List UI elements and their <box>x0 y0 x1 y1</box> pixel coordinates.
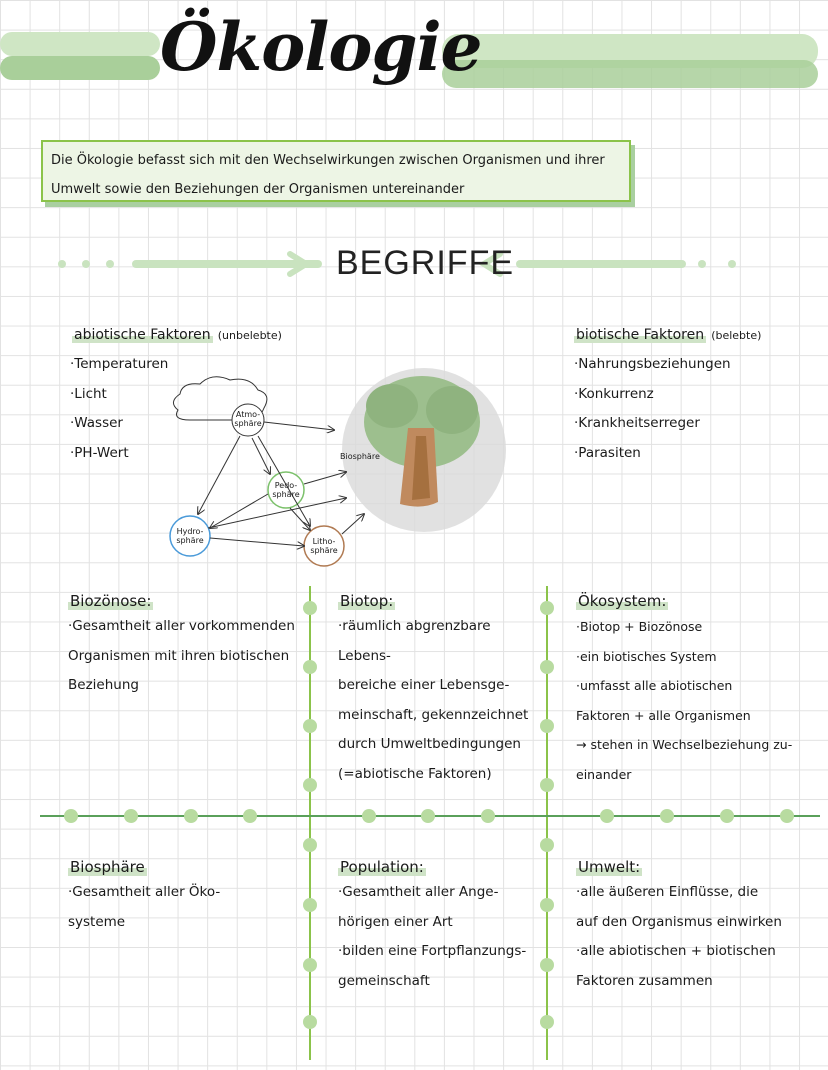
grid-dot <box>481 809 495 823</box>
divider-dot <box>58 260 66 268</box>
biotic-list <box>574 350 731 468</box>
abiotic-title <box>72 324 282 343</box>
header-bar-left-bottom <box>0 56 160 80</box>
grid-dot <box>780 809 794 823</box>
divider-line-right <box>516 260 686 268</box>
section-line: bereiche einer Lebensge- <box>338 677 510 694</box>
section-title: Ökosystem: <box>578 592 667 610</box>
biotic-title-text: biotische Faktoren <box>576 327 705 343</box>
grid-dot <box>421 809 435 823</box>
intro-line-1: Die Ökologie befasst sich mit den Wechselwirkungen zwischen Organismen und ihrer <box>51 153 605 168</box>
divider-line-left <box>132 260 322 268</box>
section-title: Population: <box>340 858 424 876</box>
section-line: auf den Organismus einwirken <box>576 913 782 930</box>
section-umwelt <box>576 858 822 996</box>
biosphaere-label: Biosphäre <box>340 452 380 461</box>
divider-vertical-2 <box>546 586 548 1060</box>
arrow <box>290 508 310 530</box>
section-line: ·räumlich abgrenzbare Lebens- <box>338 618 491 664</box>
tree-crown-part <box>426 386 478 434</box>
section-line: durch Umweltbedingungen <box>338 736 521 753</box>
grid-dot <box>303 898 317 912</box>
grid-dot <box>303 660 317 674</box>
section-line: ·alle äußeren Einflüsse, die <box>576 884 759 900</box>
section-line: Faktoren + alle Organismen <box>576 707 751 723</box>
arrow <box>264 422 334 430</box>
section-line: ·Gesamtheit aller Ange- <box>338 884 499 900</box>
section-title: Biozönose: <box>70 592 152 610</box>
abiotic-list <box>70 350 168 468</box>
biotic-item: ·Krankheitserreger <box>574 415 700 432</box>
lithosphaere-label: Litho- sphäre <box>310 537 338 555</box>
grid-dot <box>303 958 317 972</box>
header-bar-left-top <box>0 32 160 56</box>
abiotic-item: ·Temperaturen <box>70 356 169 372</box>
section-line: ·ein biotisches System <box>576 648 717 664</box>
section-line: (=abiotische Faktoren) <box>338 765 492 782</box>
section-line: ·alle abiotischen + biotischen <box>576 943 776 960</box>
divider-dot <box>698 260 706 268</box>
abiotic-item: ·Licht <box>70 385 107 402</box>
grid-dot <box>303 778 317 792</box>
divider-dot <box>106 260 114 268</box>
grid-dot <box>303 601 317 615</box>
arrow <box>210 494 268 528</box>
section-line: systeme <box>68 913 126 930</box>
grid-dot <box>362 809 376 823</box>
arrow <box>198 436 240 514</box>
grid-dot <box>660 809 674 823</box>
section-line: ·Biotop + Biozönose <box>576 619 703 634</box>
section-line: einander <box>576 766 632 782</box>
arrow <box>342 514 364 534</box>
grid-dot <box>184 809 198 823</box>
biotic-item: ·Konkurrenz <box>574 385 654 402</box>
biotic-item: ·Nahrungsbeziehungen <box>574 356 731 372</box>
grid-dot <box>303 838 317 852</box>
divider-dot <box>668 260 676 268</box>
divider-dot <box>82 260 90 268</box>
section-line: → stehen in Wechselbeziehung zu- <box>576 737 793 753</box>
grid-dot <box>720 809 734 823</box>
grid-dot <box>243 809 257 823</box>
divider-vertical-1 <box>309 586 311 1060</box>
biotic-item: ·Parasiten <box>574 444 641 461</box>
begriffe-heading: BEGRIFFE <box>336 244 515 282</box>
section-line: gemeinschaft <box>338 972 430 989</box>
section-biozoenose <box>68 592 303 701</box>
grid-dot <box>600 809 614 823</box>
section-line: Faktoren zusammen <box>576 972 713 989</box>
grid-dot <box>64 809 78 823</box>
section-title: Biosphäre <box>70 858 145 876</box>
divider-dot <box>728 260 736 268</box>
section-line: Beziehung <box>68 677 139 694</box>
abiotic-item: ·Wasser <box>70 415 123 432</box>
atmosphaere-label: Atmo- sphäre <box>234 410 262 428</box>
grid-dot <box>540 1015 554 1029</box>
pedosphaere-label: Pedo- sphäre <box>272 481 300 499</box>
hydrosphaere-label: Hydro- sphäre <box>176 527 204 545</box>
grid-dot <box>303 1015 317 1029</box>
intro-box <box>41 140 631 202</box>
section-line: ·bilden eine Fortpflanzungs- <box>338 943 527 960</box>
intro-line-2: Umwelt sowie den Beziehungen der Organismen untereinander <box>51 182 465 197</box>
abiotic-item: ·PH-Wert <box>70 444 129 461</box>
tree-crown-part <box>366 384 418 428</box>
section-line: ·Gesamtheit aller Öko- <box>68 884 221 900</box>
grid-dot <box>303 719 317 733</box>
abiotic-title-text: abiotische Faktoren <box>74 327 211 343</box>
section-oekosystem <box>576 592 822 790</box>
arrow <box>252 438 270 474</box>
biotic-note: (belebte) <box>711 329 762 342</box>
page-title: Ökologie <box>160 8 482 86</box>
grid-dot <box>124 809 138 823</box>
section-title: Biotop: <box>340 592 394 610</box>
section-line: ·Gesamtheit aller vorkommenden <box>68 618 295 634</box>
biotic-title <box>574 324 761 343</box>
section-line: Organismen mit ihren biotischen <box>68 647 290 664</box>
arrow <box>304 472 346 484</box>
arrow <box>210 538 304 546</box>
section-line: hörigen einer Art <box>338 913 453 930</box>
abiotic-note: (unbelebte) <box>217 329 282 342</box>
section-title: Umwelt: <box>578 858 641 876</box>
section-line: ·umfasst alle abiotischen <box>576 678 733 694</box>
grid-dot <box>540 838 554 852</box>
section-population <box>338 858 543 996</box>
header-bar-right-bottom <box>442 60 818 88</box>
section-line: meinschaft, gekennzeichnet <box>338 706 529 723</box>
section-biotop <box>338 592 543 790</box>
section-biosphaere <box>68 858 303 937</box>
